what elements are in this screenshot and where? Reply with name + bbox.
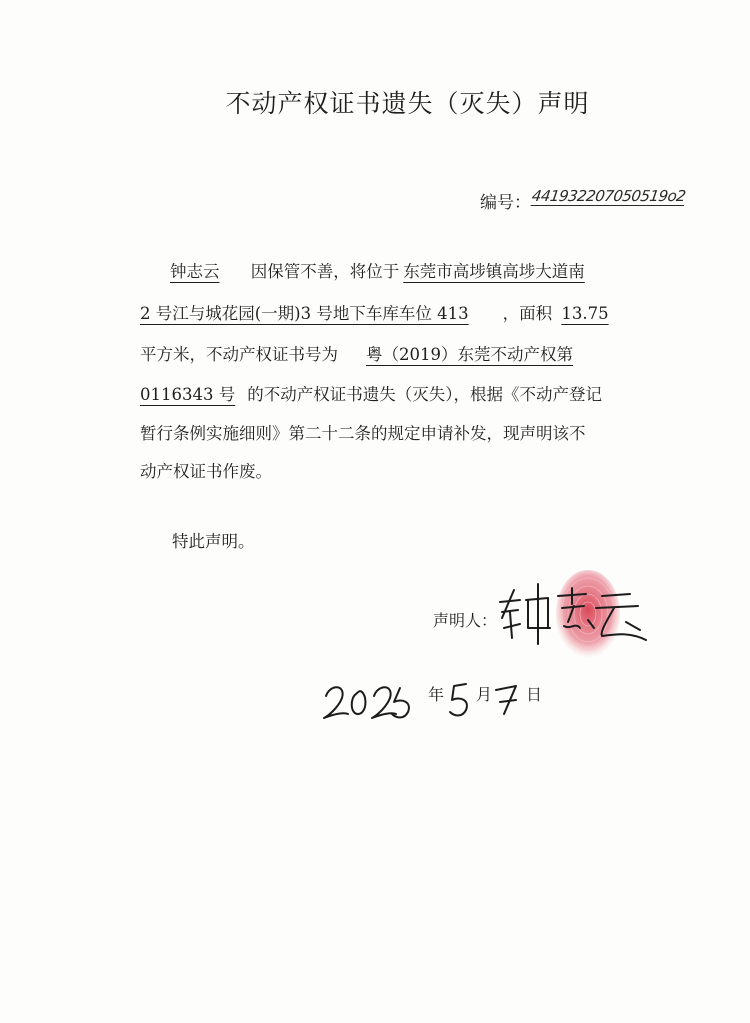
body-text-4: 的不动产权证书遗失（灭失），根据《不动产登记: [247, 385, 602, 404]
document-number: [480, 187, 687, 213]
closing-statement: 特此声明。: [172, 532, 255, 551]
handwritten-signature: [490, 578, 660, 648]
body-text-3: 平方米，不动产权证书号为: [140, 345, 338, 364]
body-text-6: 动产权证书作废。: [140, 462, 272, 481]
declarant-label: 声明人：: [433, 611, 498, 630]
address-field-2: 2 号江与城花园(一期)3 号地下车库车位 413: [140, 304, 469, 323]
date-year-unit: 年: [428, 685, 445, 704]
page-title: 不动产权证书遗失（灭失）声明: [225, 89, 590, 118]
certificate-number-field-2: 0116343 号: [140, 385, 236, 404]
body-text-1: 因保管不善，将位于: [250, 262, 400, 281]
document-number-label: 编号：: [480, 193, 531, 213]
certificate-number-field-1: 粤（2019）东莞不动产权第: [366, 345, 573, 364]
date-day-unit: 日: [526, 685, 543, 704]
owner-name-field: 钟志云: [170, 262, 220, 281]
body-text-2: ，面积: [502, 304, 553, 323]
body-text-5: 暂行条例实施细则》第二十二条的规定申请补发，现声明该不: [140, 424, 586, 443]
date-month-unit: 月: [476, 685, 493, 704]
signature-date: [320, 668, 560, 742]
address-field-1: 东莞市高埗镇高埗大道南: [403, 262, 585, 281]
document-number-value: 441932207050519o2: [530, 187, 687, 205]
area-field: 13.75: [561, 304, 609, 323]
